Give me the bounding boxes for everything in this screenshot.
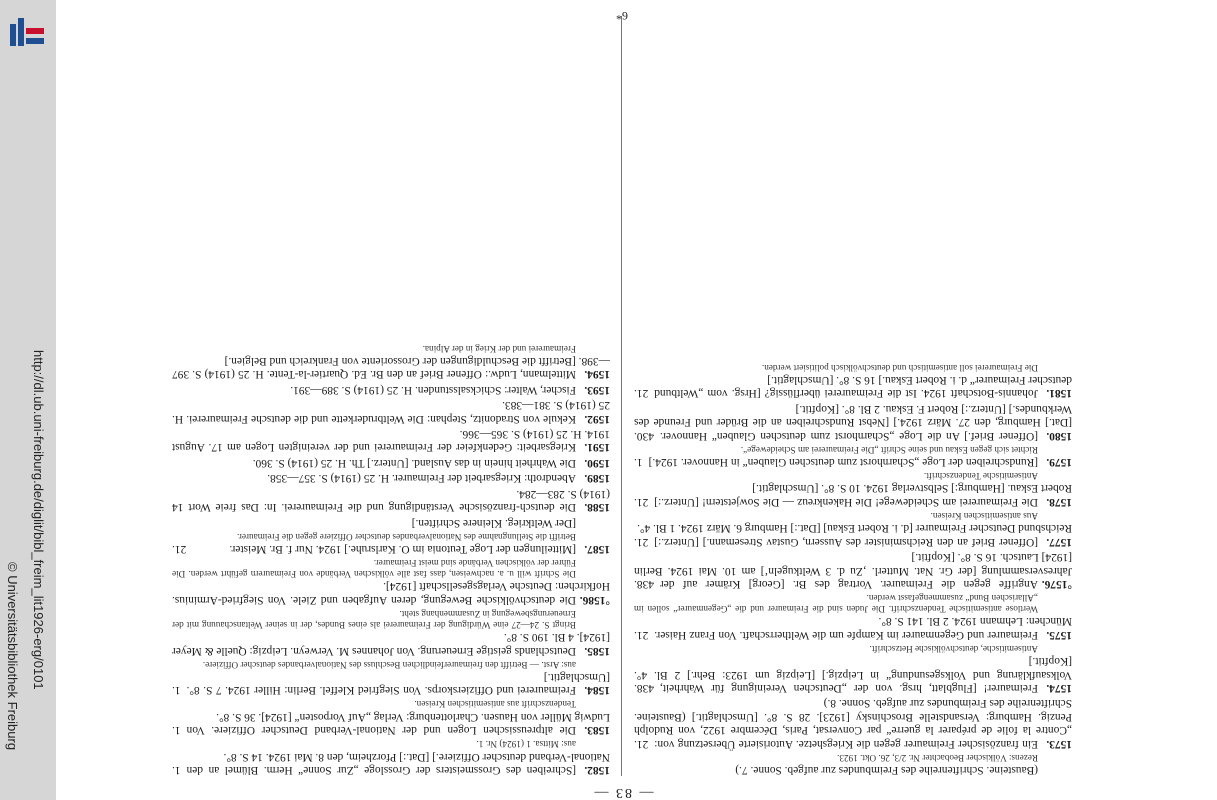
entry-text: Angriffe gegen die Freimaurer. Vortrag des Br. [Georg] Krämer auf der Jahresversammlung [der Gr. Nat. Mutterl. ‚Zu d. 3 Weltkugeln‘] am 10. Mai 1924. Berlin [1924] Lautsch. 16 S. 8°. [Kopftit.] (634, 551, 1072, 590)
entry-price: 21. (634, 387, 649, 400)
entry-note: Rezens: Völkischer Beobachter Nr. 2/3, 26. Okt. 1923. (837, 752, 1038, 763)
entry-note: Antisemitische, deutschvölkische Hetzschrift. (869, 643, 1038, 654)
bibliography-entry (172, 456, 610, 469)
entry-number: 1579. (1046, 456, 1072, 469)
left-column (634, 16, 1072, 776)
bibliography-entry (634, 643, 1072, 694)
entry-number: 1590. (584, 456, 610, 469)
bibliography-entry (172, 608, 610, 657)
entry-number: 1585. (584, 644, 610, 657)
entry-text: (Bausteine. Schriftenreihe des Freimbundes zur aufgeb. Sonne. 7.) (735, 764, 1038, 776)
entry-price: 21. (634, 495, 649, 508)
entry-text: Deutschlands geistige Erneuerung. Von Johannes M. Verweyn. Leipzig: Quelle & Meyer [1924]. 4 Bl. 190 S. 8°. (172, 631, 610, 657)
page-header: — 83 — (592, 785, 654, 800)
entry-number: 1584. (584, 684, 610, 697)
entry-number: 1574. (1046, 681, 1072, 694)
entry-text: [Offener Brief.] An die Loge „Scharnhorst zum deutschen Glauben“ Hannover. [Dat.] Hamburg, den 27. März 1924.] [Nebst Rundschreiben an die Brüder und Freunde des Werkbundes.] [Unterz.:] Robert F. Eskau. 2 Bl. 8°. [Kopftit.] (634, 402, 1072, 442)
column-divider (621, 16, 622, 776)
entry-note: Die Freimaurerei soll antisemitisch und deutschvölkisch politisiert werden. (761, 362, 1038, 373)
entry-number: 1589. (584, 472, 610, 485)
entry-price: 21. (634, 737, 649, 750)
entry-price: 21. (634, 535, 649, 548)
entry-price: 21. (634, 628, 649, 641)
entry-number: °1586. (579, 593, 610, 606)
entry-number: 1592. (584, 412, 610, 425)
bibliography-entry (634, 362, 1072, 400)
bibliography-entry (634, 752, 1072, 776)
bibliography-entry (172, 343, 610, 381)
entry-text: Freimaurer und Gegenmaurer im Kampfe um die Weltherrschaft. Von Franz Haiser. München: Lehmann 1924. 2 Bl. 141 S. 8°. (654, 615, 1072, 641)
bibliography-entry (634, 470, 1072, 508)
entry-number: 1577. (1046, 535, 1072, 548)
entry-text: Freimaurer! [Flugblatt, hrsg. von der „Deutschen Vereinigung für Wahrheit, Volksaufklärung und Volksgesundung“ in Leipzig.] [Leipzig um 1923: Behr.] 2 Bl. 4°. [Kopftit.] (634, 655, 1072, 694)
entry-text: Freimaurerei und Offizierskorps. Von Siegfried Kleffel. Berlin: Hiller 1924. 7 S. 8°. [Umschlagtit.] (186, 670, 610, 697)
bibliography-entry (634, 510, 1072, 548)
entry-number: 1575. (1046, 628, 1072, 641)
entry-text: Abendroth: Kriegsarbeit der Freimaurer. H. 25 (1914) S. 357—358. (267, 472, 576, 485)
entry-text: Die Wahrheit hinein in das Ausland. [Unterz.] Th. H. 25 (1914) S. 360. (252, 456, 576, 469)
entry-number: °1576. (1041, 577, 1072, 590)
entry-text: Kekule von Stradonitz, Stephan: Die Weltbruderkette und die deutsche Freimaurerei. H. 25 (1914) S. 381—383. (172, 399, 610, 425)
entry-note: Richtet sich gegen Eskau und seine Schrift „Die Freimaurerei am Scheidewege“. (740, 444, 1038, 455)
entry-text: Die altpreussischen Logen und der National-Verband Deutscher Offiziere. Von Ludwig Müller von Hausen. Charlottenburg: Verlag „Auf Vorposten“ [1924]. 36 S. 8°. (186, 710, 610, 737)
entry-note: Antisemitische Tendenzschrift. (924, 471, 1038, 482)
copyright-notice: © Universitätsbibliothek Freiburg (5, 562, 20, 751)
entry-price: 1. (172, 724, 181, 737)
scanned-page (168, 0, 1078, 800)
entry-text: Die deutschvölkische Bewegung, deren Aufgaben und Ziele. Von Siegfried-Arminius. Hofkirchen: Deutsche Verlagsgesellschaft [1924]. (172, 580, 610, 606)
entry-text: [Mitteilungen der Loge Teutonia im O. Karlsruhe.] 1924. Nur f. Br. Meister. (229, 542, 576, 555)
entry-number: 1573. (1046, 737, 1072, 750)
entry-number: 1593. (584, 383, 610, 396)
sidebar (0, 0, 56, 800)
entry-note: Freimaurerei und der Krieg in der Alpina. (422, 343, 576, 354)
entry-price: 1. (634, 456, 643, 469)
bibliography-entry (172, 659, 610, 697)
entry-number: 1587. (584, 542, 610, 555)
entry-note: Bringt S. 24—27 eine Würdigung der Freimaurerei als eines Bundes, der in seiner Weltanschauung mit der Erneuerungsbewegung in Zusammenhang steht. (172, 608, 576, 630)
page-signature: 6* (616, 9, 628, 23)
entry-text: [Schreiben des Grossmeisters der Grossloge „Zur Sonne“ Herm. Blümel an den National-Verband deutscher Offiziere.] [Dat.:] Pforzheim, den 8. Mai 1924. 14 S. 8°. (186, 750, 610, 776)
entry-text: Johannis-Botschaft 1924. Ist die Freimaurerei überflüssig? [Hrsg. vom „Weltbund deutscher Freimaurer“ d. i. Robert Eskau.] 16 S. 8°. [Umschlagtit.] (654, 374, 1072, 400)
bibliography-entry (172, 382, 610, 395)
bibliography-entry (634, 401, 1072, 441)
entry-text: [Offener Brief an den Reichsminister des Aussern, Gustav Stresemann.] [Unterz.:] Reichsbund Deutscher Freimaurer [d. i. Robert Eskau] [Dat.:] Hamburg 6. März 1924. 1 Bl. 4°. (637, 522, 1072, 548)
right-column (172, 16, 610, 776)
entry-note: Die Schrift will u. a. nachweisen, dass fast alle völkischen Verbände von Freimaurern geführt werden. Die Führer der völkischen Verbände sind meist Freimaurer. (172, 557, 576, 579)
page-content (168, 0, 1078, 800)
entry-note: Tendenzschrift aus antisemitischen Kreisen. (414, 699, 576, 710)
entry-number: 1588. (584, 501, 610, 514)
entry-number: 1583. (584, 724, 610, 737)
entry-number: 1591. (584, 441, 610, 454)
entry-text: Die Freimaurerei am Scheidewege! Die Hakenkreuz — Die Sowjetstern! [Unterz.:] Robert Eskau. [Hamburg:] Selbstverlag 1924. 10 S. 8°. [Umschlagtit.] (654, 482, 1072, 508)
bibliography-entry (634, 550, 1072, 590)
entry-price: 21. (172, 542, 187, 555)
bibliography-entry (634, 592, 1072, 641)
entry-price: 1. (172, 684, 181, 697)
entry-note: aus: Arst. — Betrifft den freimaurerfeindlichen Beschluss des Nationalverbandes deutscher Offiziere. (202, 659, 576, 670)
entry-note: Wertlose antisemitische Tendenzschrift. Die Juden sind die Freimaurer und die „Gegenmaurer“ sollen im „Allarischen Bund“ zusammengefasst werden. (634, 592, 1038, 614)
entry-number: 1578. (1046, 495, 1072, 508)
bibliography-entry (172, 557, 610, 606)
entry-text: Die deutsch-französische Verständigung und die Freimaurerei. In: Das freie Wort 14 (1914) S. 283—284. (172, 487, 610, 514)
bibliography-entry (634, 444, 1072, 468)
entry-price: 430. (634, 429, 654, 442)
bibliography-entry (172, 398, 610, 425)
entry-note: Aus antisemitischen Kreisen. (930, 510, 1038, 521)
entry-note: aus: Mittsa. 1 (1924) Nr. 1. (476, 739, 576, 750)
entry-price: 438. (634, 577, 654, 590)
entry-text: [Der Weltkrieg. Kleinere Schriften.] (411, 516, 576, 529)
bibliography-entry (634, 696, 1072, 750)
entry-text: Kriegsarbeit: Gedenkfeier der Freimaurerei und der vereinigten Logen am 17. August 1914. H. 25 (1914) S. 365—366. (172, 428, 610, 454)
bibliography-entry (172, 531, 610, 555)
entry-price: 1. (172, 764, 181, 776)
bibliography-entry (172, 471, 610, 484)
entry-text: [Rundschreiben der Loge „Scharnhorst zum deutschen Glauben“ in Hannover. 1924.] (648, 456, 1038, 469)
entry-text: Ein französischer Freimaurer gegen die Kriegshetze. Autorisierte Übersetzung von: „Contre la folie de préparer la guerre“ par Conversat, Paris, Décembre 1922, von Rudolph Penzig. Hamburg: Versandstelle Broschinsky [1923]. 28 S. 8°. [Umschlagtit.] (Bausteine. Schriftenreihe des Freimbundes zur aufgeb. Sonne. 8.) (634, 697, 1072, 750)
entry-text: Mittelmann, Ludw.: Offener Brief an den Br. Ed. Quartier-la-Tente. H. 25 (1914) S. 397—398. [Betrifft die Beschuldigungen der Grossoriente von Frankreich und Belgien.] (172, 355, 610, 381)
entry-price: 438. (634, 681, 654, 694)
university-library-logo-icon[interactable] (4, 14, 48, 48)
entry-number: 1581. (1046, 387, 1072, 400)
bibliography-entry (172, 515, 610, 528)
entry-number: 1594. (584, 368, 610, 381)
bibliography-entry (172, 486, 610, 513)
entry-text: Fischer, Walter: Schicksalsstunden. H. 25 (1914) S. 389—391. (290, 383, 576, 396)
bibliography-entry (172, 738, 610, 776)
entry-number: 1580. (1046, 429, 1072, 442)
entry-note: Betrifft die Stellungnahme des Nationalverbandes deutscher Offiziere gegen die Freimaurer. (237, 531, 576, 542)
document-url[interactable]: http://dl.ub.uni-freiburg.de/diglit/bibl_freim_lit1926-erg/0101 (31, 350, 46, 690)
bibliography-entry (172, 427, 610, 454)
bibliography-entry (172, 698, 610, 736)
entry-number: 1582. (584, 764, 610, 776)
